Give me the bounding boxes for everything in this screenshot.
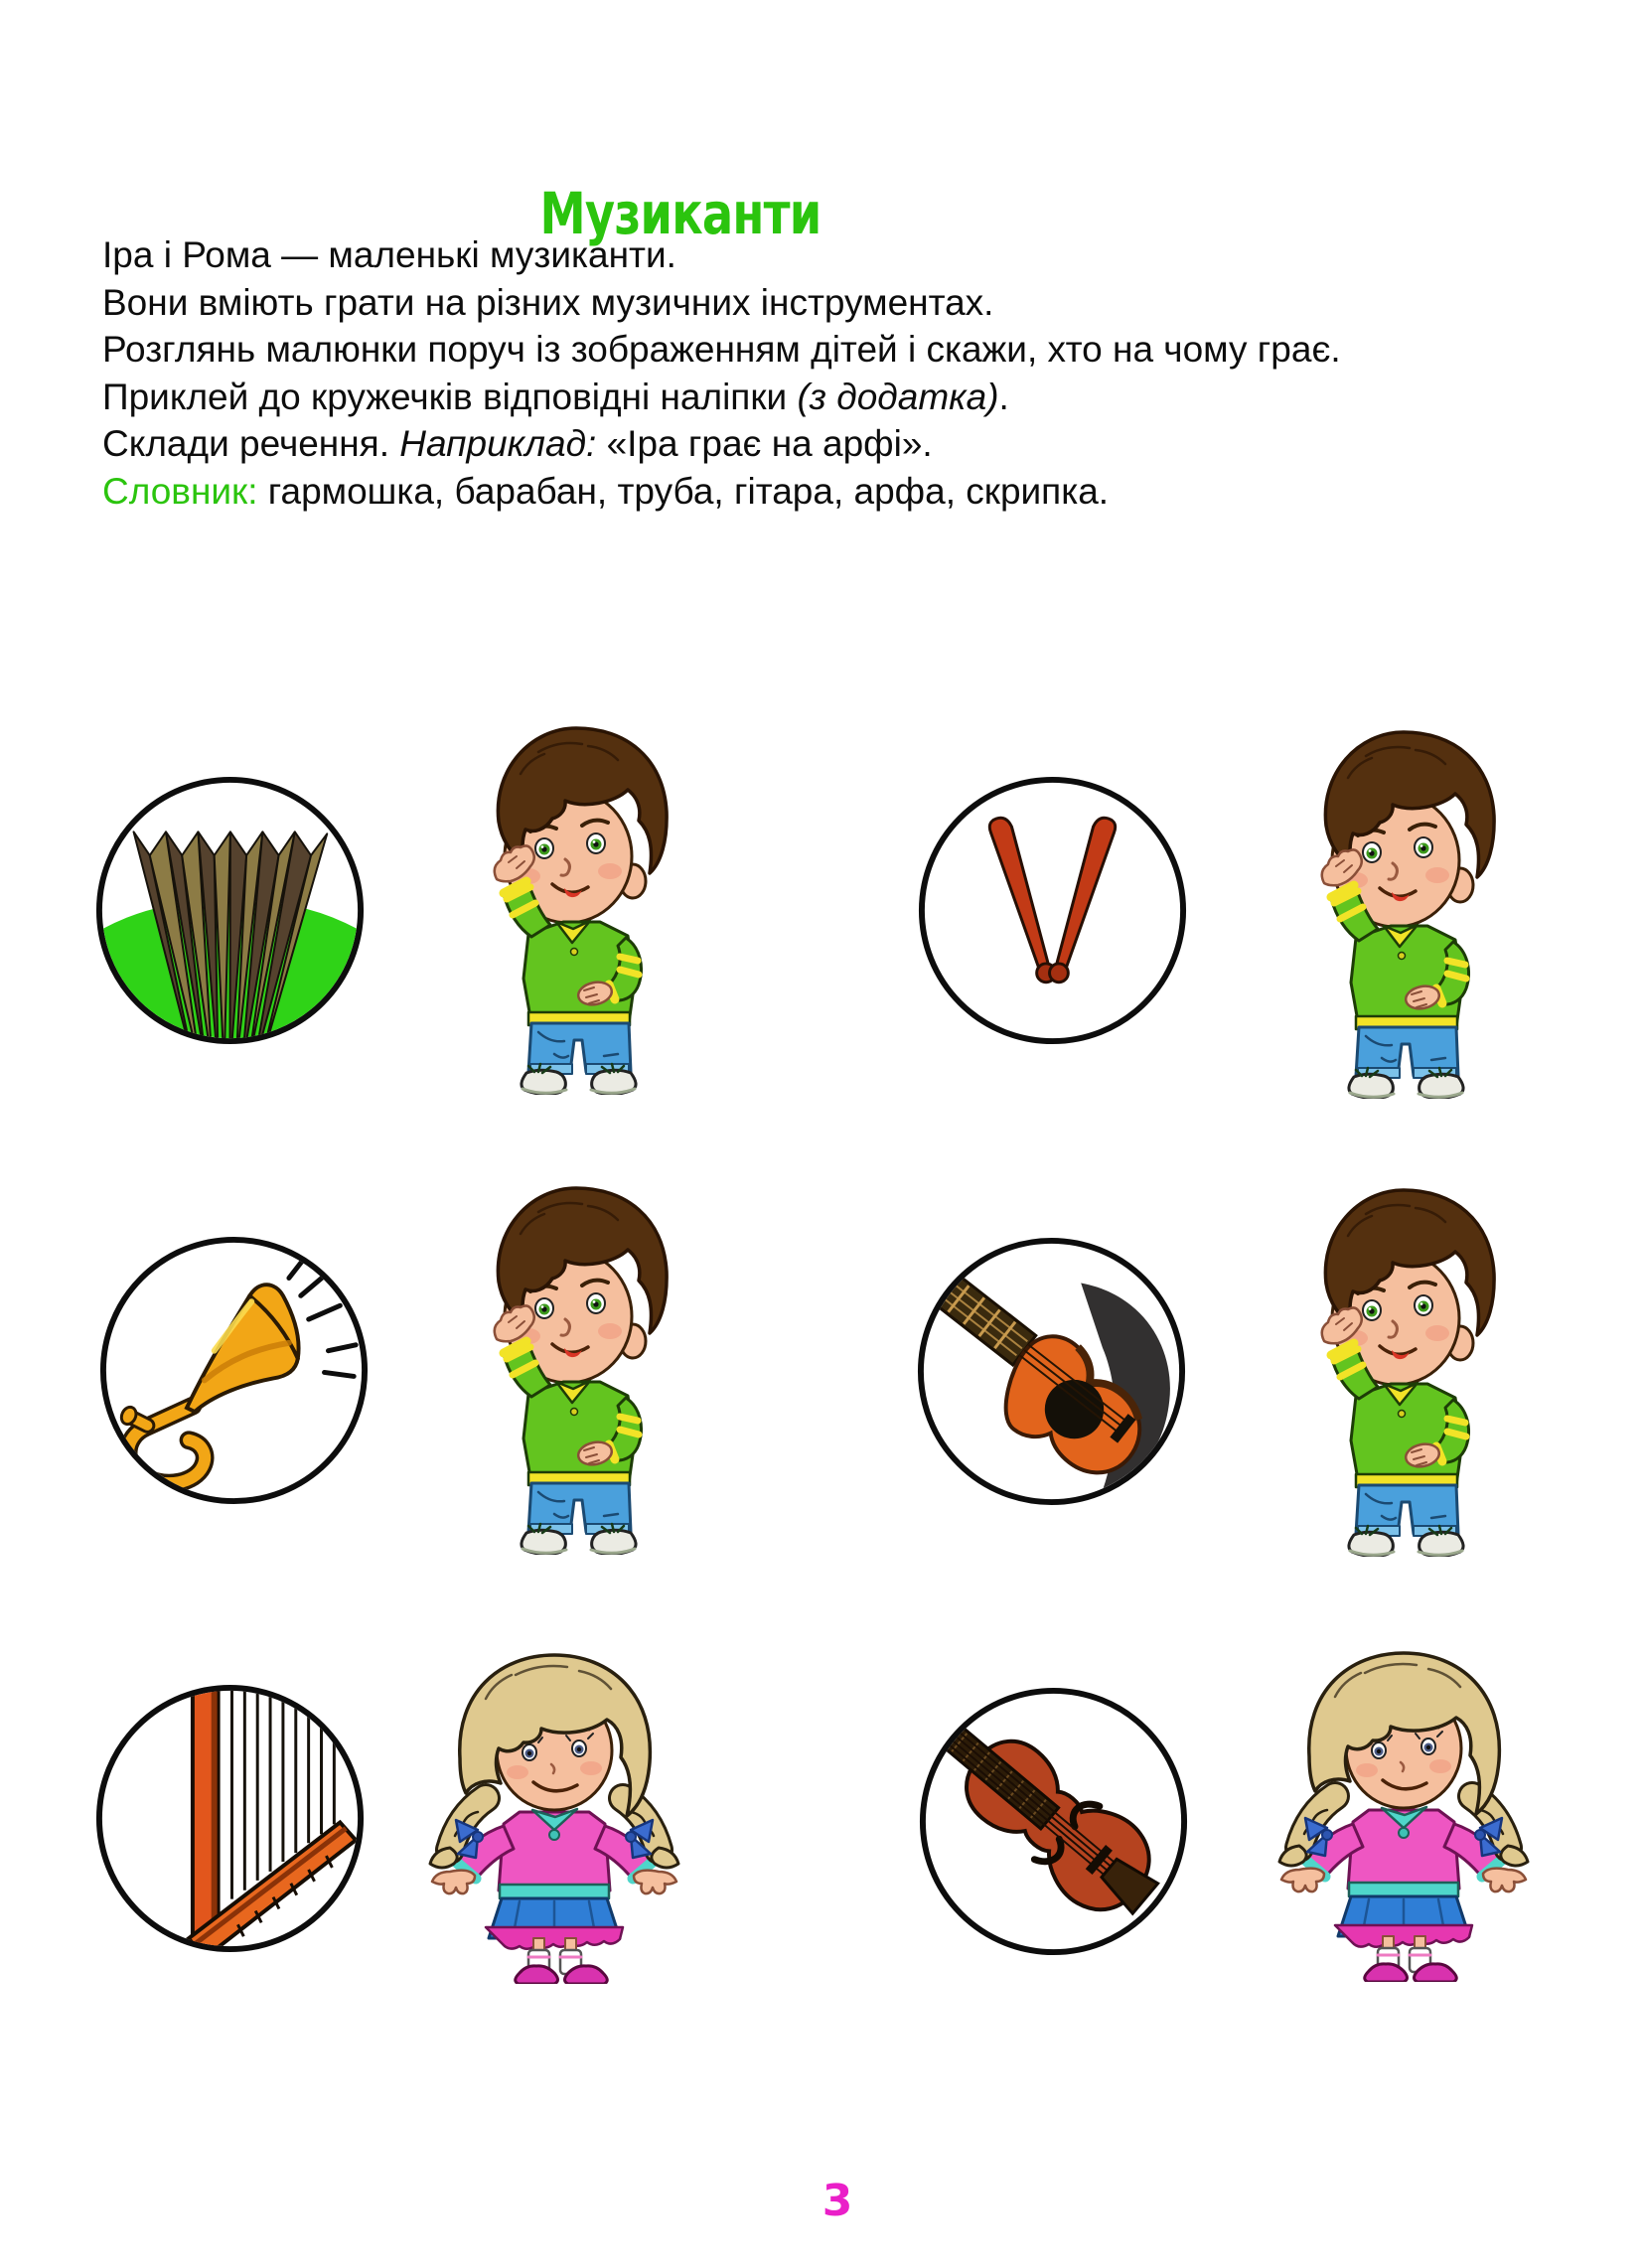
vocabulary-label: Словник:	[102, 470, 258, 512]
boy-figure	[1296, 1184, 1515, 1557]
harp-icon	[92, 1681, 368, 1956]
girl-figure	[1270, 1639, 1538, 1982]
instruction-line-4: Приклей до кружечків відповідні наліпки (з додатка).	[102, 376, 1009, 417]
girl-figure	[420, 1641, 688, 1984]
trumpet-icon	[96, 1233, 372, 1508]
instruction-line-3: Розглянь малюнки поруч із зображенням дітей і скажи, хто на чому грає.	[102, 329, 1341, 371]
boy-figure	[469, 1182, 687, 1555]
italic-example-label: Наприклад:	[399, 423, 597, 465]
harp-circle	[92, 1681, 368, 1956]
page-number: 3	[822, 2176, 853, 2226]
vocabulary-words: гармошка, барабан, труба, гітара, арфа, скрипка.	[257, 470, 1110, 512]
violin-icon	[916, 1684, 1191, 1959]
guitar-circle	[914, 1234, 1189, 1509]
violin-circle	[916, 1684, 1191, 1959]
page-title: Музиканти	[539, 179, 822, 247]
drumsticks-icon	[915, 773, 1190, 1048]
italic-note: (з додатка)	[797, 376, 999, 417]
trumpet-circle	[96, 1233, 372, 1508]
guitar-icon	[914, 1234, 1189, 1509]
accordion-circle	[92, 773, 368, 1048]
instructions-block	[102, 231, 1543, 516]
accordion-icon	[92, 773, 368, 1048]
instruction-line-2: Вони вміють грати на різних музичних інструментах.	[102, 281, 994, 323]
instruction-line-5: Склади речення. Наприклад: «Іра грає на арфі».	[102, 423, 933, 465]
boy-figure	[1296, 726, 1515, 1099]
instruction-line-1: Іра і Рома — маленькі музиканти.	[102, 234, 676, 275]
drumsticks-circle	[915, 773, 1190, 1048]
vocabulary-line	[102, 468, 1543, 516]
boy-figure	[469, 722, 687, 1095]
